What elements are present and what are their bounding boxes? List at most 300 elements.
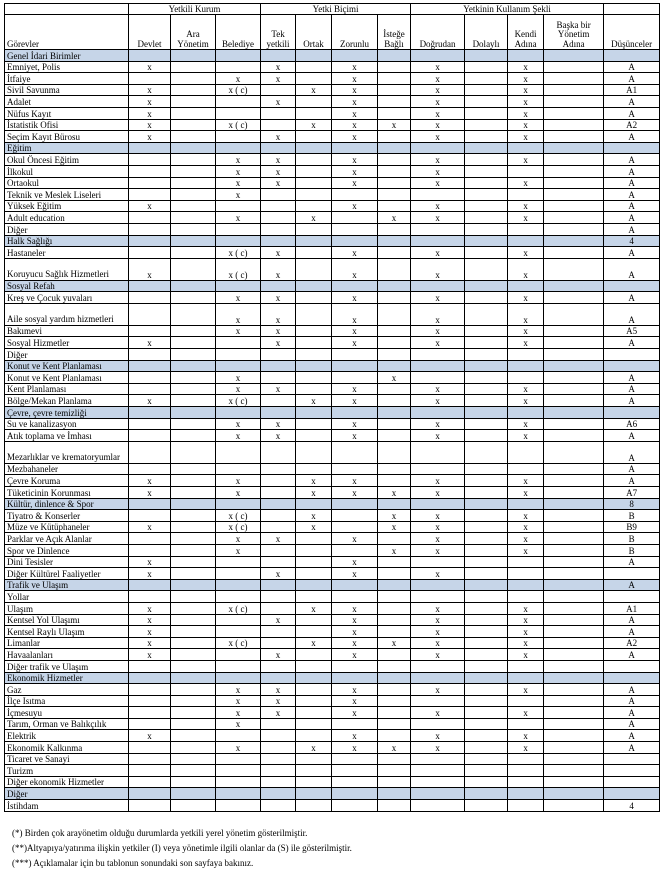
mark-cell [332, 50, 378, 62]
mark-cell [465, 418, 508, 430]
remarks-cell: A [604, 131, 660, 143]
mark-cell [411, 498, 465, 510]
mark-cell [544, 544, 604, 556]
mark-cell: x [378, 212, 411, 224]
mark-cell [261, 280, 296, 292]
mark-cell: x [411, 73, 465, 85]
mark-cell: x [216, 418, 261, 430]
mark-cell [216, 441, 261, 463]
mark-cell [378, 189, 411, 201]
mark-cell [129, 189, 171, 201]
mark-cell [296, 684, 332, 696]
mark-cell [261, 441, 296, 463]
mark-cell [261, 556, 296, 568]
mark-cell [216, 131, 261, 143]
mark-cell [129, 280, 171, 292]
mark-cell: x [332, 154, 378, 166]
mark-cell [171, 672, 216, 684]
section-row [5, 579, 660, 591]
mark-cell [332, 718, 378, 730]
remarks-cell [604, 407, 660, 419]
section-title: Kültür, dinlence & Spor [5, 498, 129, 510]
mark-cell: x [261, 96, 296, 108]
mark-cell: x ( c) [216, 395, 261, 407]
table-row [5, 119, 660, 131]
mark-cell: x [411, 742, 465, 754]
mark-cell: x [261, 154, 296, 166]
task-name: Müze ve Kütüphaneler [5, 521, 129, 533]
mark-cell [332, 142, 378, 154]
mark-cell [261, 107, 296, 119]
mark-cell [171, 776, 216, 788]
mark-cell [465, 119, 508, 131]
mark-cell: x [508, 247, 544, 259]
remarks-cell [604, 672, 660, 684]
task-name: Adult education [5, 212, 129, 224]
mark-cell [544, 61, 604, 73]
remarks-cell: B [604, 544, 660, 556]
mark-cell [544, 684, 604, 696]
section-row [5, 280, 660, 292]
table-row [5, 418, 660, 430]
mark-cell [171, 614, 216, 626]
mark-cell [465, 441, 508, 463]
mark-cell [411, 349, 465, 361]
task-name: Koruyucu Sağlık Hizmetleri [5, 258, 129, 280]
mark-cell: x [411, 212, 465, 224]
mark-cell [411, 660, 465, 672]
mark-cell [465, 718, 508, 730]
mark-cell [332, 280, 378, 292]
task-name: Elektrik [5, 730, 129, 742]
mark-cell [544, 637, 604, 649]
mark-cell [508, 498, 544, 510]
mark-cell [544, 730, 604, 742]
mark-cell: x [216, 165, 261, 177]
mark-cell [465, 337, 508, 349]
table-row [5, 533, 660, 545]
section-title: Trafik ve Ulaşım [5, 579, 129, 591]
mark-cell [508, 660, 544, 672]
mark-cell [465, 684, 508, 696]
mark-cell [378, 165, 411, 177]
mark-cell: x [508, 200, 544, 212]
remarks-cell: A [604, 730, 660, 742]
mark-cell [411, 788, 465, 800]
mark-cell [378, 730, 411, 742]
task-name: Seçim Kayıt Bürosu [5, 131, 129, 143]
mark-cell: x [508, 383, 544, 395]
mark-cell [465, 800, 508, 812]
mark-cell [378, 684, 411, 696]
mark-cell: x [129, 84, 171, 96]
mark-cell [378, 626, 411, 638]
task-name: Mezarlıklar ve krematoryumlar [5, 441, 129, 463]
mark-cell [261, 637, 296, 649]
mark-cell [544, 50, 604, 62]
mark-cell [332, 776, 378, 788]
task-name: Tüketicinin Korunması [5, 487, 129, 499]
table-row [5, 463, 660, 475]
mark-cell: x [261, 165, 296, 177]
remarks-cell: A [604, 372, 660, 384]
mark-cell [332, 223, 378, 235]
mark-cell [465, 556, 508, 568]
mark-cell: x [261, 61, 296, 73]
mark-cell: x [378, 372, 411, 384]
section-title: Eğitim [5, 142, 129, 154]
mark-cell [261, 487, 296, 499]
mark-cell: x [261, 131, 296, 143]
mark-cell [508, 349, 544, 361]
mark-cell [378, 292, 411, 304]
mark-cell: x [296, 395, 332, 407]
mark-cell [332, 579, 378, 591]
task-name: Diğer trafik ve Ulaşım [5, 660, 129, 672]
header-col-baska-yonetim-adina: Başka bir Yönetim Adına [544, 15, 604, 50]
mark-cell: x [216, 73, 261, 85]
mark-cell [465, 765, 508, 777]
table-row [5, 349, 660, 361]
mark-cell [171, 73, 216, 85]
table-row [5, 430, 660, 442]
mark-cell: x [129, 131, 171, 143]
remarks-cell: 8 [604, 498, 660, 510]
mark-cell: x [332, 684, 378, 696]
mark-cell: x [411, 131, 465, 143]
mark-cell: x [508, 177, 544, 189]
mark-cell [261, 407, 296, 419]
task-name: Aile sosyal yardım hizmetleri [5, 303, 129, 325]
mark-cell [261, 510, 296, 522]
mark-cell [171, 487, 216, 499]
mark-cell [171, 765, 216, 777]
mark-cell: x [411, 303, 465, 325]
mark-cell: x [411, 418, 465, 430]
mark-cell [544, 707, 604, 719]
mark-cell: x ( c) [216, 510, 261, 522]
remarks-cell: A2 [604, 637, 660, 649]
mark-cell [296, 177, 332, 189]
mark-cell [216, 407, 261, 419]
mark-cell [411, 360, 465, 372]
mark-cell: x [261, 568, 296, 580]
mark-cell [296, 626, 332, 638]
mark-cell [216, 776, 261, 788]
mark-cell [216, 337, 261, 349]
mark-cell [378, 154, 411, 166]
mark-cell [411, 223, 465, 235]
mark-cell: x [508, 510, 544, 522]
mark-cell [171, 325, 216, 337]
section-row [5, 672, 660, 684]
mark-cell [508, 189, 544, 201]
mark-cell: x [332, 568, 378, 580]
mark-cell [544, 498, 604, 510]
mark-cell [129, 498, 171, 510]
task-name: İçmesuyu [5, 707, 129, 719]
mark-cell [332, 349, 378, 361]
mark-cell [544, 475, 604, 487]
mark-cell [544, 660, 604, 672]
mark-cell [216, 142, 261, 154]
mark-cell [465, 292, 508, 304]
mark-cell [465, 521, 508, 533]
mark-cell [171, 602, 216, 614]
mark-cell: x [411, 395, 465, 407]
mark-cell [296, 441, 332, 463]
mark-cell [216, 800, 261, 812]
mark-cell [378, 107, 411, 119]
mark-cell [296, 707, 332, 719]
task-name: Kreş ve Çocuk yuvaları [5, 292, 129, 304]
mark-cell [171, 107, 216, 119]
mark-cell [261, 360, 296, 372]
mark-cell [544, 96, 604, 108]
mark-cell: x [332, 96, 378, 108]
header-col-belediye: Belediye [216, 15, 261, 50]
mark-cell: x [411, 487, 465, 499]
mark-cell [508, 800, 544, 812]
mark-cell [129, 441, 171, 463]
mark-cell [465, 730, 508, 742]
table-row [5, 325, 660, 337]
mark-cell [332, 672, 378, 684]
mark-cell [465, 637, 508, 649]
mark-cell [332, 510, 378, 522]
table-body [5, 50, 660, 812]
mark-cell [171, 212, 216, 224]
mark-cell [544, 463, 604, 475]
mark-cell: x [332, 695, 378, 707]
mark-cell [378, 50, 411, 62]
mark-cell [129, 292, 171, 304]
mark-cell [378, 142, 411, 154]
mark-cell [296, 280, 332, 292]
mark-cell [411, 672, 465, 684]
mark-cell [261, 349, 296, 361]
table-row [5, 177, 660, 189]
mark-cell [378, 602, 411, 614]
header-col-zorunlu: Zorunlu [332, 15, 378, 50]
mark-cell [332, 235, 378, 247]
mark-cell: x [332, 61, 378, 73]
mark-cell [465, 258, 508, 280]
mark-cell [465, 660, 508, 672]
mark-cell: x [508, 684, 544, 696]
mark-cell [216, 788, 261, 800]
mark-cell [544, 591, 604, 603]
table-row [5, 614, 660, 626]
mark-cell: x [261, 325, 296, 337]
mark-cell [261, 119, 296, 131]
mark-cell [171, 742, 216, 754]
section-row [5, 235, 660, 247]
mark-cell [544, 142, 604, 154]
mark-cell [411, 441, 465, 463]
mark-cell [544, 383, 604, 395]
table-row [5, 292, 660, 304]
mark-cell [332, 360, 378, 372]
mark-cell [544, 765, 604, 777]
table-row [5, 684, 660, 696]
table-row [5, 487, 660, 499]
mark-cell: x [332, 475, 378, 487]
mark-cell: x [332, 247, 378, 259]
mark-cell [465, 84, 508, 96]
mark-cell [296, 372, 332, 384]
mark-cell: x [378, 521, 411, 533]
mark-cell [216, 349, 261, 361]
mark-cell [465, 395, 508, 407]
remarks-cell: A [604, 383, 660, 395]
mark-cell [129, 407, 171, 419]
table-row [5, 742, 660, 754]
header-column-row [5, 15, 660, 50]
mark-cell: x [129, 395, 171, 407]
mark-cell [508, 463, 544, 475]
mark-cell [261, 660, 296, 672]
mark-cell: x [411, 154, 465, 166]
mark-cell [296, 498, 332, 510]
remarks-cell [604, 142, 660, 154]
mark-cell [544, 349, 604, 361]
mark-cell [544, 107, 604, 119]
mark-cell [296, 672, 332, 684]
mark-cell [544, 614, 604, 626]
mark-cell [544, 292, 604, 304]
task-name: İlçe Isıtma [5, 695, 129, 707]
mark-cell [171, 521, 216, 533]
mark-cell: x [332, 707, 378, 719]
mark-cell: x [411, 602, 465, 614]
mark-cell: x [129, 649, 171, 661]
mark-cell [544, 776, 604, 788]
mark-cell [129, 533, 171, 545]
mark-cell [378, 223, 411, 235]
mark-cell [171, 372, 216, 384]
mark-cell [129, 684, 171, 696]
remarks-cell: A [604, 258, 660, 280]
mark-cell [171, 292, 216, 304]
mark-cell [508, 753, 544, 765]
mark-cell [171, 568, 216, 580]
mark-cell [171, 430, 216, 442]
table-row [5, 591, 660, 603]
mark-cell [332, 753, 378, 765]
mark-cell [465, 280, 508, 292]
mark-cell [171, 441, 216, 463]
mark-cell [411, 463, 465, 475]
mark-cell [171, 718, 216, 730]
mark-cell [171, 660, 216, 672]
table-row [5, 626, 660, 638]
mark-cell: x [411, 292, 465, 304]
header-col-ortak: Ortak [296, 15, 332, 50]
remarks-cell: A6 [604, 418, 660, 430]
mark-cell [411, 189, 465, 201]
task-name: Okul Öncesi Eğitim [5, 154, 129, 166]
mark-cell [544, 395, 604, 407]
mark-cell [261, 753, 296, 765]
mark-cell [544, 337, 604, 349]
task-name: İstatistik Ofisi [5, 119, 129, 131]
mark-cell [129, 718, 171, 730]
mark-cell [171, 349, 216, 361]
task-name: İstihdam [5, 800, 129, 812]
section-title: Ekonomik Hizmetler [5, 672, 129, 684]
mark-cell [378, 718, 411, 730]
mark-cell [261, 142, 296, 154]
mark-cell [216, 360, 261, 372]
mark-cell [216, 730, 261, 742]
mark-cell [129, 672, 171, 684]
mark-cell: x [216, 430, 261, 442]
mark-cell: x [411, 544, 465, 556]
mark-cell [171, 303, 216, 325]
mark-cell: x [216, 544, 261, 556]
mark-cell: x [411, 107, 465, 119]
mark-cell: x [261, 418, 296, 430]
mark-cell [465, 614, 508, 626]
task-name: Ekonomik Kalkınma [5, 742, 129, 754]
mark-cell: x [332, 200, 378, 212]
table-row [5, 475, 660, 487]
mark-cell: x [411, 684, 465, 696]
mark-cell [465, 707, 508, 719]
mark-cell [296, 765, 332, 777]
mark-cell [261, 223, 296, 235]
mark-cell [129, 372, 171, 384]
table-row [5, 800, 660, 812]
footnote-3: (***) Açıklamalar için bu tablonun sonundaki son sayfaya bakınız. [12, 858, 254, 868]
mark-cell [411, 280, 465, 292]
mark-cell [129, 360, 171, 372]
mark-cell [296, 591, 332, 603]
mark-cell [378, 177, 411, 189]
mark-cell [171, 591, 216, 603]
mark-cell [508, 765, 544, 777]
mark-cell [216, 96, 261, 108]
table-row [5, 96, 660, 108]
mark-cell: x [129, 637, 171, 649]
mark-cell [171, 418, 216, 430]
mark-cell [544, 325, 604, 337]
mark-cell [171, 800, 216, 812]
section-row [5, 407, 660, 419]
mark-cell [411, 753, 465, 765]
table-row [5, 107, 660, 119]
mark-cell [296, 337, 332, 349]
mark-cell [465, 487, 508, 499]
table-row [5, 776, 660, 788]
mark-cell [544, 695, 604, 707]
mark-cell: x [261, 614, 296, 626]
mark-cell: x [332, 383, 378, 395]
mark-cell [465, 626, 508, 638]
mark-cell [296, 556, 332, 568]
mark-cell: x [261, 649, 296, 661]
mark-cell [261, 50, 296, 62]
mark-cell [508, 788, 544, 800]
mark-cell [171, 407, 216, 419]
mark-cell [544, 441, 604, 463]
mark-cell: x [129, 730, 171, 742]
table-row [5, 753, 660, 765]
mark-cell [378, 337, 411, 349]
mark-cell: x [261, 430, 296, 442]
mark-cell [378, 788, 411, 800]
